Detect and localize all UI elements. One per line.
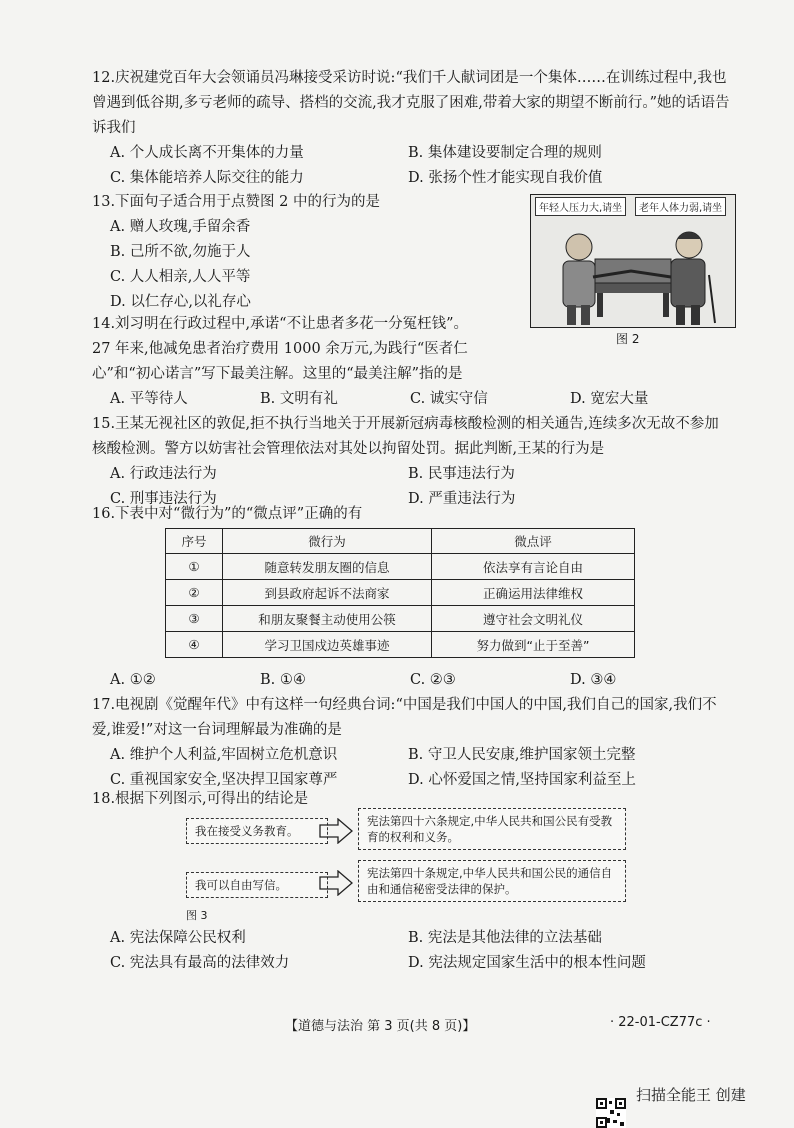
option-d[interactable]: D. ③④: [570, 672, 617, 688]
figure-3-box-education: 我在接受义务教育。: [186, 818, 328, 844]
arrow-right-icon: [318, 818, 354, 844]
option-d[interactable]: D. 心怀爱国之情,坚持国家利益至上: [408, 772, 636, 788]
cell-comment: 努力做到“止于至善”: [432, 632, 635, 658]
option-d[interactable]: D. 以仁存心,以礼存心: [110, 294, 251, 310]
question-12-stem: 12.庆祝建党百年大会领诵员冯琳接受采访时说:“我们千人献词团是一个集体……在训练过程中,我也曾遇到低谷期,多亏老师的疏导、搭档的交流,我才克服了困难,带着大家的期望不断前行。”她的话语告诉我们: [92, 70, 730, 136]
option-d[interactable]: D. 宪法规定国家生活中的根本性问题: [408, 955, 646, 971]
option-a[interactable]: A. 平等待人: [110, 391, 188, 407]
option-a[interactable]: A. ①②: [110, 672, 156, 688]
question-14-stem-line-3: 心”和“初心诺言”写下最美注解。这里的“最美注解”指的是: [92, 366, 463, 382]
figure-2-caption: 图 2: [616, 332, 640, 346]
option-b[interactable]: B. 己所不欲,勿施于人: [110, 244, 251, 260]
option-b[interactable]: B. 宪法是其他法律的立法基础: [408, 930, 602, 946]
header-index: 序号: [166, 529, 223, 554]
option-c[interactable]: C. 人人相亲,人人平等: [110, 269, 251, 285]
table-header-row: [166, 529, 635, 554]
option-c[interactable]: C. 刑事违法行为: [110, 491, 217, 507]
question-13-stem: 13.下面句子适合用于点赞图 2 中的行为的是: [92, 194, 381, 210]
option-c[interactable]: C. 集体能培养人际交往的能力: [110, 170, 304, 186]
scanner-watermark: 扫描全能王 创建: [636, 1086, 746, 1104]
table-row: [166, 632, 635, 658]
option-c[interactable]: C. 宪法具有最高的法律效力: [110, 955, 290, 971]
figure-3-caption: 图 3: [186, 909, 208, 922]
speech-bubble-right: 老年人体力弱,请坐: [635, 197, 726, 216]
question-15-stem: 15.王某无视社区的敦促,拒不执行当地关于开展新冠病毒核酸检测的相关通告,连续多次无故不参加核酸检测。警方以妨害社会管理依法对其处以拘留处罚。据此判断,王某的行为是: [92, 416, 719, 457]
question-14-options: [92, 387, 732, 412]
question-18-options: [92, 926, 732, 976]
question-15: [92, 412, 732, 512]
question-12: [92, 66, 732, 191]
header-behavior: 微行为: [223, 529, 432, 554]
cell-index: ②: [166, 580, 223, 606]
cell-behavior: 和朋友聚餐主动使用公筷: [223, 606, 432, 632]
question-14-stem-line-2: 27 年来,他减免患者治疗费用 1000 余万元,为践行“医者仁: [92, 341, 468, 357]
question-17-stem: 17.电视剧《觉醒年代》中有这样一句经典台词:“中国是我们中国人的中国,我们自己的国家,我们不爱,谁爱!”对这一台词理解最为准确的是: [92, 697, 717, 738]
question-16-table: [165, 528, 635, 658]
option-d[interactable]: D. 宽宏大量: [570, 391, 649, 407]
option-a[interactable]: A. 维护个人利益,牢固树立危机意识: [110, 747, 338, 763]
option-c[interactable]: C. 诚实守信: [410, 391, 488, 407]
figure-3-box-article-40: 宪法第四十条规定,中华人民共和国公民的通信自由和通信秘密受法律的保护。: [358, 860, 626, 902]
table-row: [166, 580, 635, 606]
figure-3-box-letters: 我可以自由写信。: [186, 872, 328, 898]
option-c[interactable]: C. ②③: [410, 672, 456, 688]
option-a[interactable]: A. 行政违法行为: [110, 466, 217, 482]
header-comment: 微点评: [432, 529, 635, 554]
option-c[interactable]: C. 重视国家安全,坚决捍卫国家尊严: [110, 772, 338, 788]
table-row: [166, 554, 635, 580]
cell-index: ①: [166, 554, 223, 580]
question-13-options: [92, 215, 512, 315]
option-b[interactable]: B. 集体建设要制定合理的规则: [408, 145, 602, 161]
cell-behavior: 学习卫国戍边英雄事迹: [223, 632, 432, 658]
page-footer-code: · 22-01-CZ77c ·: [610, 1015, 711, 1030]
page-footer-center: 【道德与法治 第 3 页(共 8 页)】: [285, 1019, 476, 1034]
question-16-options: [92, 668, 732, 693]
cell-comment: 遵守社会文明礼仪: [432, 606, 635, 632]
option-b[interactable]: B. ①④: [260, 672, 306, 688]
question-14: [92, 312, 542, 387]
option-d[interactable]: D. 张扬个性才能实现自我价值: [408, 170, 603, 186]
arrow-right-icon: [318, 870, 354, 896]
option-a[interactable]: A. 个人成长离不开集体的力量: [110, 145, 304, 161]
option-b[interactable]: B. 民事违法行为: [408, 466, 515, 482]
option-a[interactable]: A. 宪法保障公民权利: [110, 930, 246, 946]
cell-behavior: 到县政府起诉不法商家: [223, 580, 432, 606]
cell-behavior: 随意转发朋友圈的信息: [223, 554, 432, 580]
table-row: [166, 606, 635, 632]
question-16-stem: 16.下表中对“微行为”的“微点评”正确的有: [92, 506, 363, 522]
option-b[interactable]: B. 文明有礼: [260, 391, 338, 407]
question-13: [92, 190, 512, 315]
question-17-options: [92, 743, 732, 793]
figure-2-cartoon: [530, 194, 736, 328]
cell-index: ④: [166, 632, 223, 658]
question-18-stem: 18.根据下列图示,可得出的结论是: [92, 791, 309, 807]
cartoon-illustration: [531, 195, 735, 327]
cell-comment: 正确运用法律维权: [432, 580, 635, 606]
cell-index: ③: [166, 606, 223, 632]
speech-bubble-left: 年轻人压力大,请坐: [535, 197, 626, 216]
option-b[interactable]: B. 守卫人民安康,维护国家领土完整: [408, 747, 636, 763]
option-d[interactable]: D. 严重违法行为: [408, 491, 516, 507]
question-17: [92, 693, 732, 793]
question-12-options: [92, 141, 732, 191]
figure-3-box-article-46: 宪法第四十六条规定,中华人民共和国公民有受教育的权利和义务。: [358, 808, 626, 850]
question-14-stem-line-1: 14.刘习明在行政过程中,承诺“不让患者多花一分冤枉钱”。: [92, 316, 468, 332]
cell-comment: 依法享有言论自由: [432, 554, 635, 580]
option-a[interactable]: A. 赠人玫瑰,手留余香: [110, 219, 251, 235]
